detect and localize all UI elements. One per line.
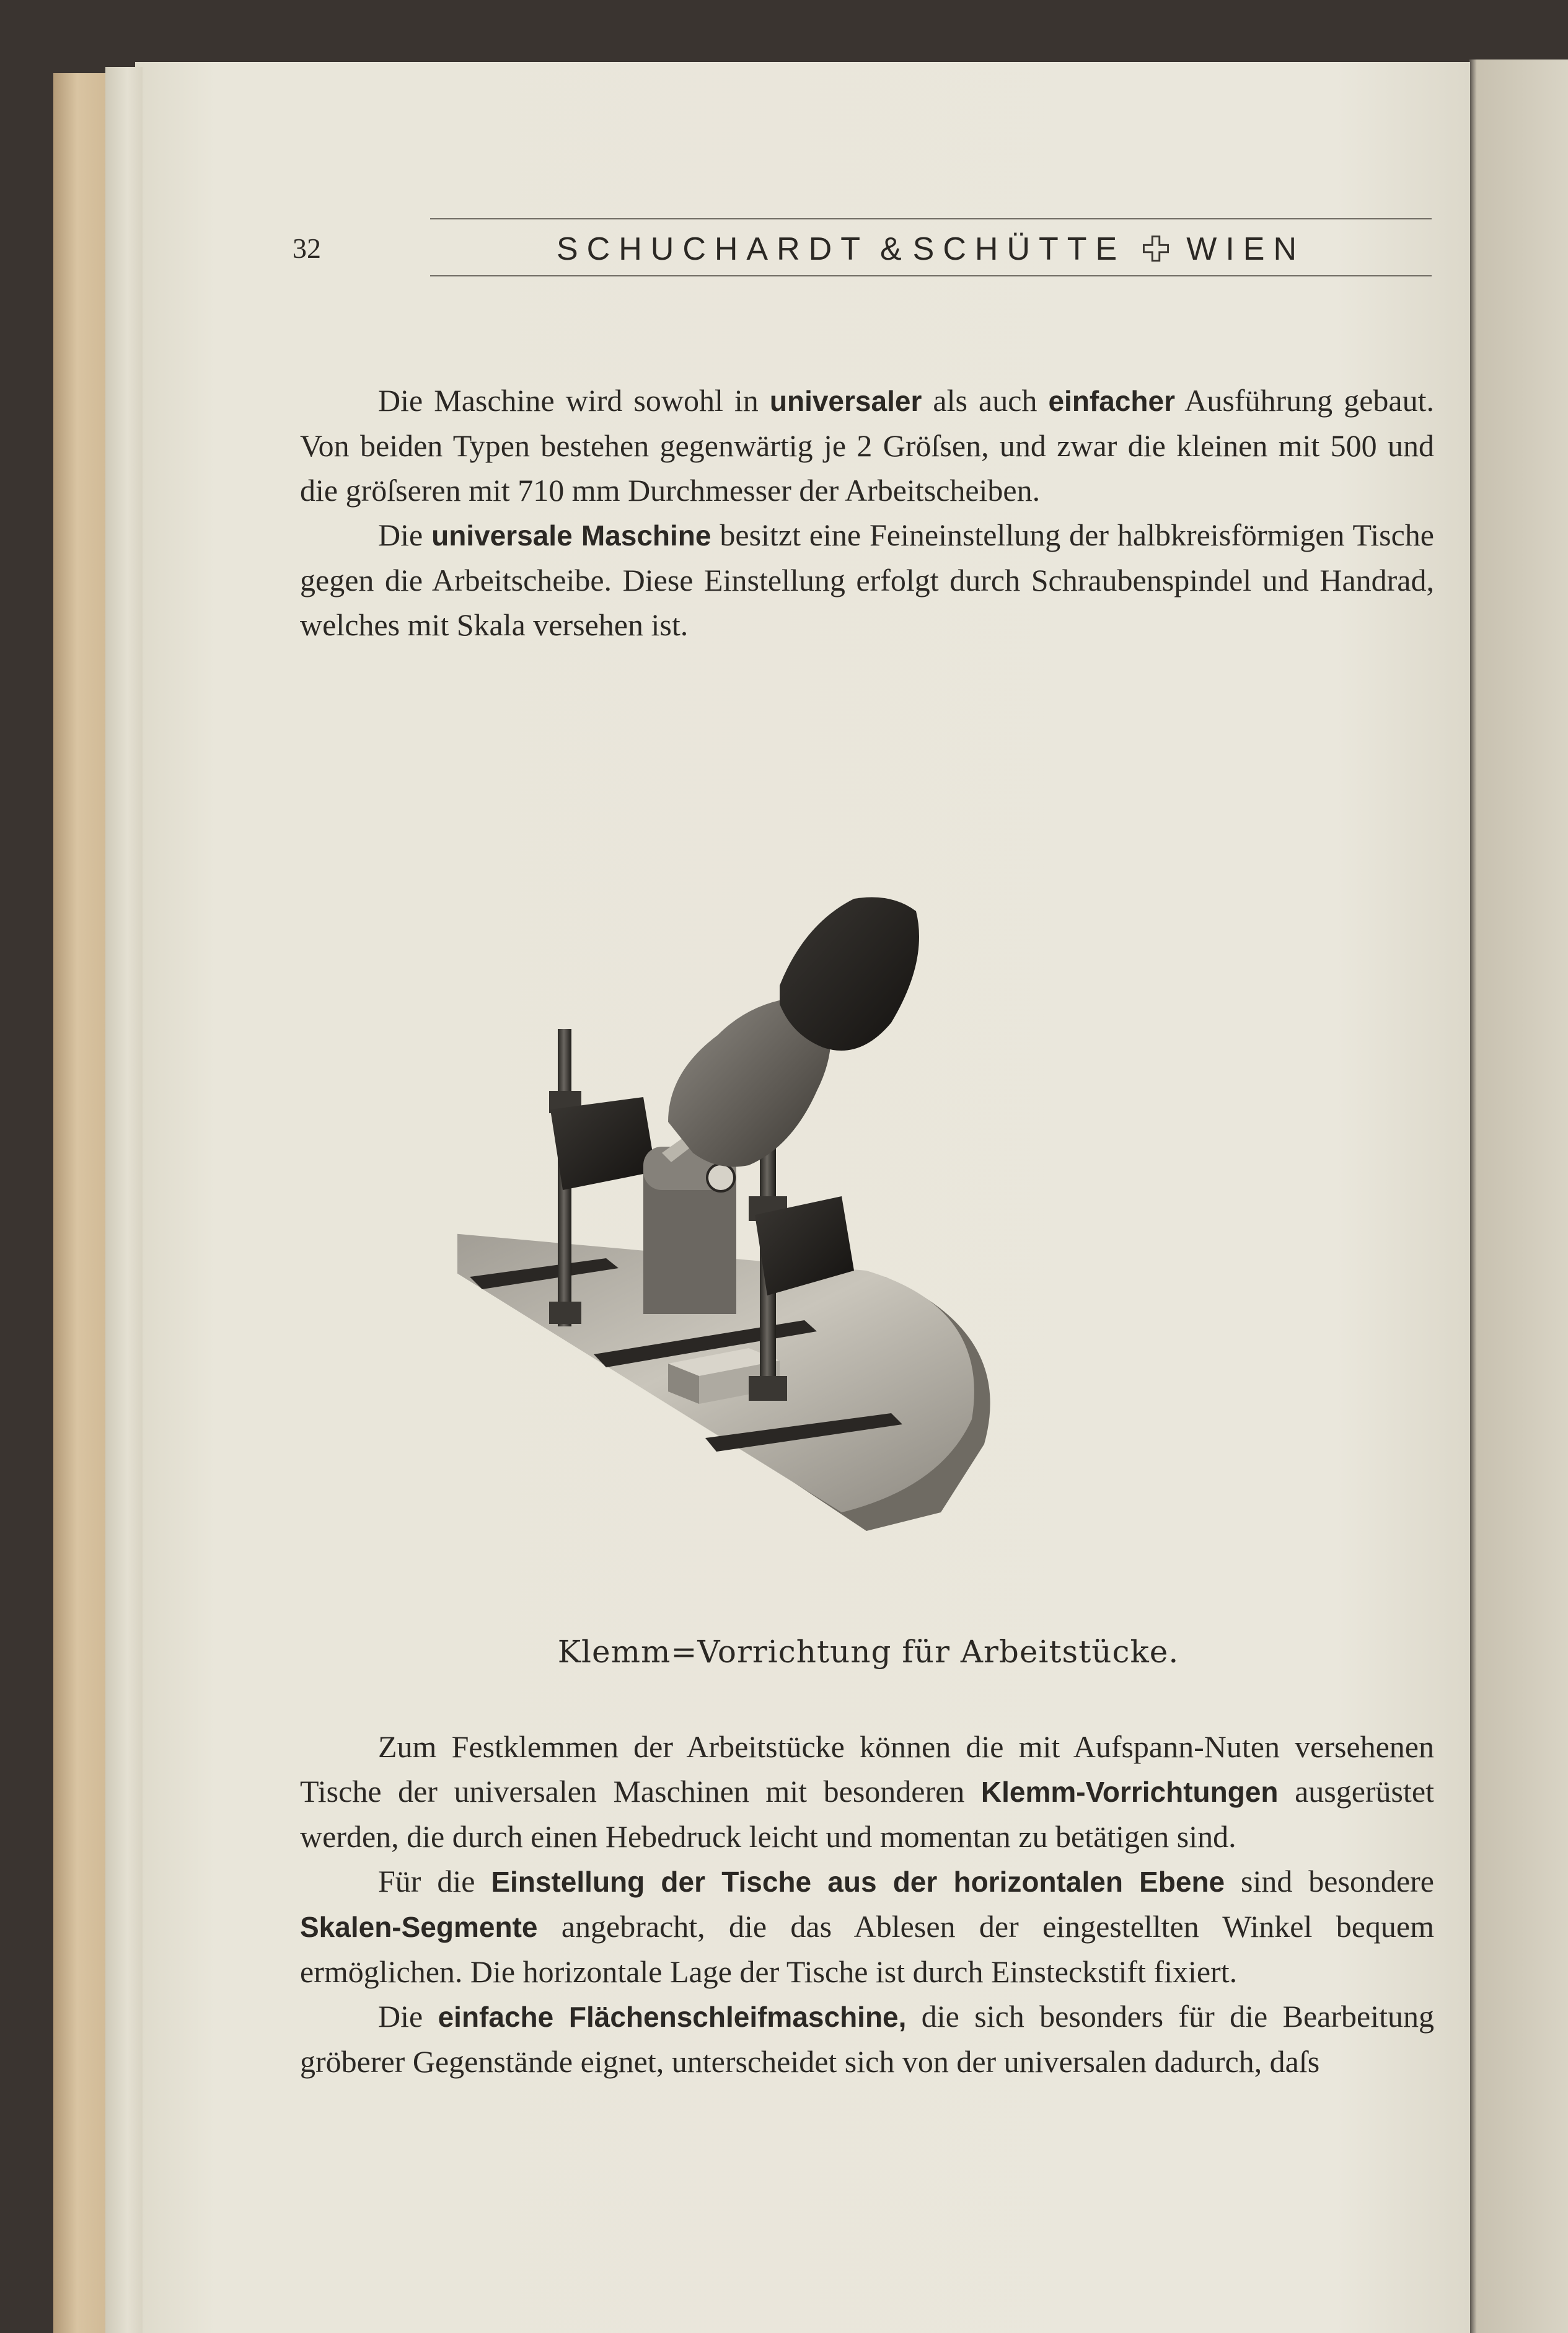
text-run: Die — [378, 1999, 438, 2034]
page-stack-edge — [105, 67, 143, 2333]
text-run: besitzt eine Feineinstellung der halbkreisförmigen Tische gegen die Arbeitscheibe. Diese Einstellung erfolgt durch Schraubenspindel und Handrad, welches mit Skala versehen ist. — [300, 518, 1434, 642]
book-spine — [53, 73, 113, 2333]
paragraph-4 — [300, 1859, 1434, 1994]
bold-term: universale Maschine — [431, 519, 711, 552]
paragraph-3 — [300, 1724, 1434, 1859]
text-run: Zum Festklemmen der Arbeitstücke können die mit Aufspann-Nuten versehenen Tische der universalen Maschinen mit besonderen — [300, 1729, 1434, 1809]
pivot-pin — [707, 1164, 734, 1191]
coat-sleeve — [780, 897, 919, 1051]
clamp-device-illustration — [457, 800, 1288, 1618]
book-page — [135, 62, 1470, 2333]
clamp-bar-left — [550, 1097, 656, 1190]
facing-page-edge — [1469, 60, 1568, 2333]
lever-block — [643, 1171, 736, 1314]
bold-term: Klemm-Vorrichtungen — [980, 1776, 1279, 1808]
figure-caption: Klemm=Vorrichtung für Arbeitstücke. — [557, 1634, 1179, 1670]
paragraph-1 — [300, 378, 1434, 513]
header-rule-top — [430, 218, 1432, 219]
nut-right-bottom — [749, 1376, 787, 1401]
text-run: angebracht, die das Ablesen der eingestellten Winkel bequem ermöglichen. Die horizontale Lage der Tische ist durch Einsteckstift fixiert. — [300, 1909, 1434, 1989]
body-text — [300, 1724, 1434, 2084]
ampersand: & — [879, 231, 902, 267]
text-run: die sich besonders für die Bearbeitung gröberer Gegenstände eignet, unterscheidet sich von der universalen dadurch, daſs — [300, 1999, 1434, 2079]
page-number: 32 — [293, 232, 321, 264]
intro-text — [300, 378, 1434, 647]
bold-term: einfacher — [1048, 385, 1175, 417]
header-rule-bottom — [430, 275, 1432, 276]
city-name: WIEN — [1186, 231, 1305, 267]
bold-term: Skalen-Segmente — [300, 1911, 538, 1943]
text-run: Die — [378, 518, 432, 552]
text-run: ausgerüstet werden, die durch einen Hebedruck leicht und momentan zu betätigen sind. — [300, 1774, 1434, 1854]
text-run: Ausführung gebaut. Von beiden Typen bestehen gegenwärtig je 2 Gröſsen, und zwar die kleinen mit 500 und die gröſseren mit 710 mm Durchmesser der Arbeitscheiben. — [300, 383, 1435, 508]
text-run: sind besondere — [1225, 1864, 1434, 1899]
paragraph-2 — [300, 513, 1434, 647]
running-head — [430, 227, 1432, 272]
bold-term: einfache Flächenschleifmaschine, — [438, 2001, 907, 2033]
text-run: als auch — [922, 383, 1049, 418]
cross-ornament-icon — [1142, 234, 1170, 263]
nut-left-bottom — [549, 1302, 581, 1324]
text-run: Für die — [378, 1864, 491, 1899]
paragraph-5 — [300, 1994, 1434, 2084]
bold-term: Einstellung der Tische aus der horizontalen Ebene — [491, 1866, 1225, 1898]
bold-term: universaler — [769, 385, 922, 417]
text-run: Die Maschine wird sowohl in — [378, 383, 770, 418]
company-name-right: SCHÜTTE — [912, 231, 1126, 267]
company-name-left: SCHUCHARDT — [556, 231, 869, 267]
